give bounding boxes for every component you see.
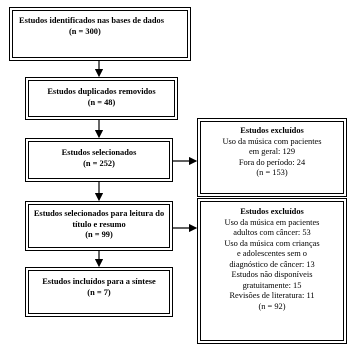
excluded-1-line: (n = 153) bbox=[256, 168, 288, 177]
excluded-2-line: Revisões de literatura: 11 bbox=[229, 291, 315, 300]
excluded-2-line: Uso da música com crianças bbox=[224, 238, 320, 248]
duplicates-box bbox=[28, 80, 175, 117]
duplicates-title: Estudos duplicados removidos bbox=[47, 87, 156, 96]
excluded-1-line: Uso da música com pacientes bbox=[222, 136, 322, 146]
title-abstract-count: (n = 99) bbox=[85, 230, 113, 239]
included-title: Estudos incluídos para a síntese bbox=[42, 277, 156, 286]
excluded-2-line: diagnóstico de câncer: 13 bbox=[229, 259, 315, 269]
title-abstract-title: Estudos selecionados para leitura do título e resumo bbox=[33, 209, 165, 229]
selected-title: Estudos selecionados bbox=[61, 148, 137, 157]
excluded-2-line: Uso da música em pacientes bbox=[224, 217, 320, 227]
excluded-2-line: e adolescentes sem o bbox=[237, 249, 307, 258]
included-box bbox=[28, 270, 170, 314]
duplicates-count: (n = 48) bbox=[87, 97, 116, 107]
selected-count: (n = 252) bbox=[83, 158, 115, 168]
title-abstract-box bbox=[28, 204, 170, 248]
identified-count: (n = 300) bbox=[69, 26, 101, 36]
excluded-2-line: (n = 92) bbox=[258, 301, 286, 311]
selected-box bbox=[28, 141, 170, 179]
excluded-1-line: em geral: 129 bbox=[248, 147, 296, 156]
excluded-2-line: gratuitamente: 15 bbox=[242, 280, 302, 290]
excluded-2-line: Estudos não disponíveis bbox=[231, 270, 313, 279]
excluded-1-line: Fora do período: 24 bbox=[238, 157, 306, 167]
excluded-2-box bbox=[200, 201, 344, 341]
excluded-1-box bbox=[200, 121, 344, 194]
excluded-2-title: Estudos excluídos bbox=[240, 207, 304, 216]
identified-title: Estudos identificados nas bases de dados bbox=[19, 16, 164, 25]
included-count: (n = 7) bbox=[87, 287, 111, 297]
identified-box bbox=[12, 10, 188, 58]
excluded-2-line: adultos com câncer: 53 bbox=[233, 228, 311, 237]
excluded-1-title: Estudos excluídos bbox=[240, 126, 304, 135]
